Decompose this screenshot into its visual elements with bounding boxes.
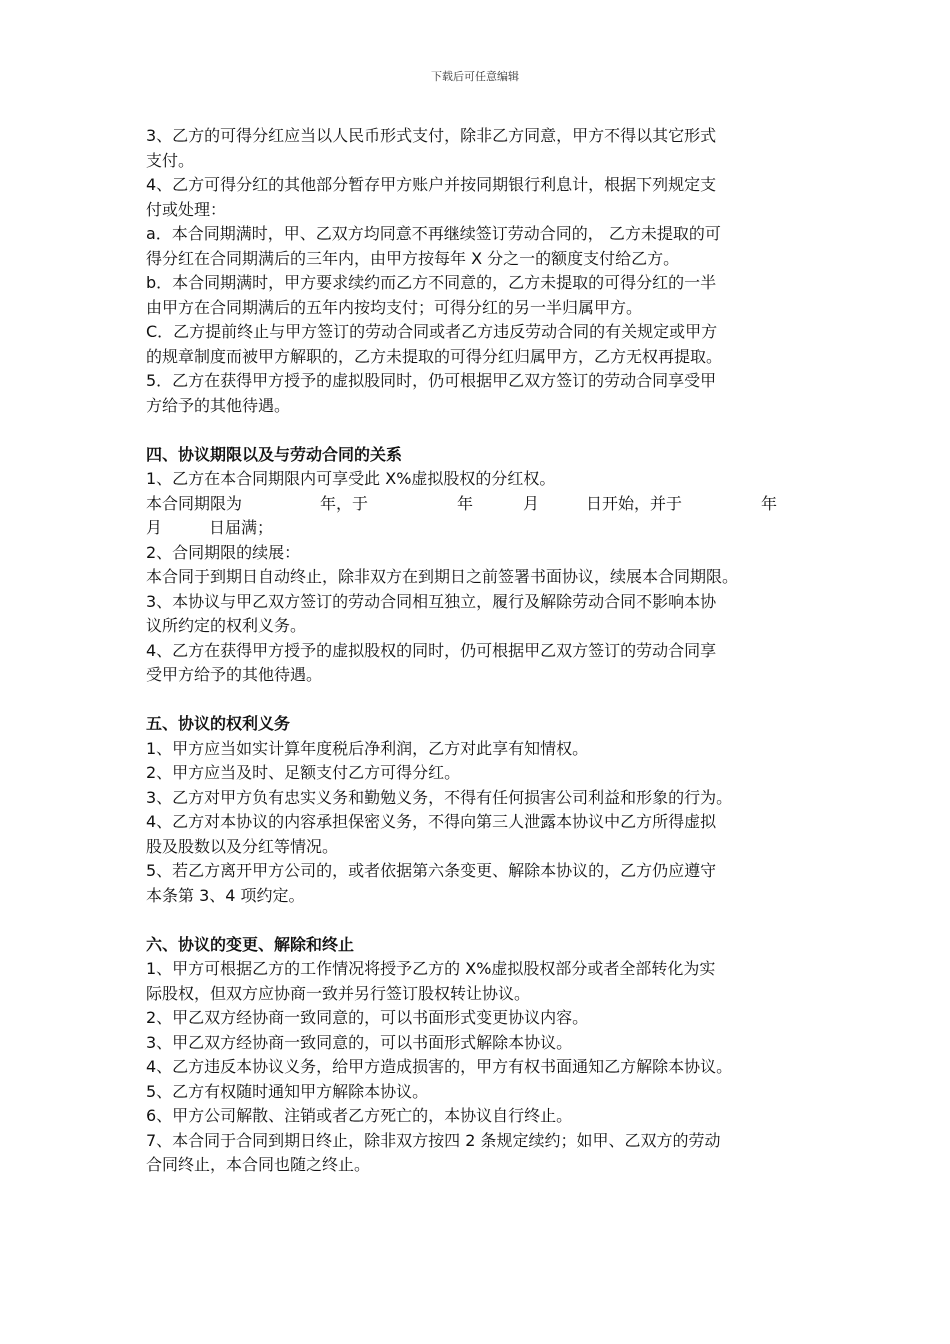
paragraph-line: 2、甲方应当及时、足额支付乙方可得分红。 [146,763,461,782]
paragraph-line: 2、合同期限的续展： [146,542,301,562]
term-date-line-2 [146,516,836,541]
paragraph-line: 受甲方给予的其他待遇。 [146,665,323,684]
section-3-continuation [146,124,836,418]
paragraph-line: 5、若乙方离开甲方公司的，或者依据第六条变更、解除本协议的，乙方仍应遵守 [146,861,717,880]
paragraph-line: C．乙方提前终止与甲方签订的劳动合同或者乙方违反劳动合同的有关规定或甲方 [146,322,718,341]
term-day-2: 日开始，并于 [586,493,683,513]
paragraph-line: 合同终止，本合同也随之终止。 [146,1155,371,1174]
paragraph-line: 1、甲方可根据乙方的工作情况将授予乙方的 X%虚拟股权部分或者全部转化为实 [146,959,716,978]
term-day-3: 日届满； [209,518,274,537]
section-spacer [146,908,836,933]
section-5 [146,712,836,908]
paragraph-line: 4、乙方对本协议的内容承担保密义务，不得向第三人泄露本协议中乙方所得虚拟 [146,812,717,831]
paragraph-line: 3、甲乙双方经协商一致同意的，可以书面形式解除本协议。 [146,1032,573,1052]
paragraph-line: 付或处理： [146,199,227,219]
paragraph-line: 得分红在合同期满后的三年内，由甲方按每年 X 分之一的额度支付给乙方。 [146,248,680,268]
paragraph-line: 3、乙方的可得分红应当以人民币形式支付，除非乙方同意，甲方不得以其它形式 [146,126,717,145]
term-year-2: 年 [457,493,474,513]
paragraph-line: 本条第 3、4 项约定。 [146,885,305,905]
paragraph-line: 由甲方在合同期满后的五年内按均支付；可得分红的另一半归属甲方。 [146,297,643,317]
paragraph-line: 1、乙方在本合同期限内可享受此 X%虚拟股权的分红权。 [146,469,556,488]
paragraph-line: 4、乙方违反本协议义务，给甲方造成损害的，甲方有权书面通知乙方解除本协议。 [146,1057,733,1076]
paragraph-line: 6、甲方公司解散、注销或者乙方死亡的，本协议自行终止。 [146,1106,573,1125]
paragraph-line: 3、本协议与甲乙双方签订的劳动合同相互独立，履行及解除劳动合同不影响本协 [146,591,717,611]
term-date-line-1 [146,492,836,517]
section-spacer [146,688,836,713]
term-year-1: 年，于 [320,493,369,513]
term-year-3: 年 [761,493,778,513]
paragraph-line: 本合同于到期日自动终止，除非双方在到期日之前签署书面协议，续展本合同期限。 [146,567,739,586]
paragraph-line: 2、甲乙双方经协商一致同意的，可以书面形式变更协议内容。 [146,1008,589,1027]
term-month-3: 月 [146,518,163,537]
paragraph-line: 际股权，但双方应协商一致并另行签订股权转让协议。 [146,983,531,1003]
paragraph-line: 方给予的其他待遇。 [146,395,291,415]
paragraph-line: 4、乙方在获得甲方授予的虚拟股权的同时，仍可根据甲乙双方签订的劳动合同享 [146,640,717,660]
section-6-heading: 六、协议的变更、解除和终止 [146,934,355,954]
paragraph-line: 4、乙方可得分红的其他部分暂存甲方账户并按同期银行利息计，根据下列规定支 [146,175,717,194]
term-prefix: 本合同期限为 [146,493,243,513]
paragraph-line: b．本合同期满时，甲方要求续约而乙方不同意的，乙方未提取的可得分红的一半 [146,273,717,292]
paragraph-line: 5．乙方在获得甲方授予的虚拟股同时，仍可根据甲乙双方签订的劳动合同享受甲 [146,371,717,390]
paragraph-line: 的规章制度而被甲方解职的，乙方未提取的可得分红归属甲方，乙方无权再提取。 [146,346,723,366]
section-6 [146,933,836,1178]
page-header-note: 下载后可任意编辑 [431,70,519,83]
document-body [146,124,836,1178]
paragraph-line: 7、本合同于合同到期日终止，除非双方按四 2 条规定续约；如甲、乙双方的劳动 [146,1130,721,1150]
paragraph-line: 1、甲方应当如实计算年度税后净利润，乙方对此享有知情权。 [146,738,589,758]
paragraph-line: 3、乙方对甲方负有忠实义务和勤勉义务，不得有任何损害公司利益和形象的行为。 [146,787,733,807]
paragraph-line: 支付。 [146,150,195,170]
paragraph-line: 议所约定的权利义务。 [146,616,307,635]
section-spacer [146,418,836,443]
paragraph-line: 5、乙方有权随时通知甲方解除本协议。 [146,1081,429,1101]
paragraph-line: 股及股数以及分红等情况。 [146,836,339,856]
term-month-2: 月 [523,493,540,513]
section-5-heading: 五、协议的权利义务 [146,714,291,733]
section-4 [146,443,836,688]
section-4-heading: 四、协议期限以及与劳动合同的关系 [146,444,403,464]
paragraph-line: a．本合同期满时，甲、乙双方均同意不再继续签订劳动合同的， 乙方未提取的可 [146,224,721,243]
